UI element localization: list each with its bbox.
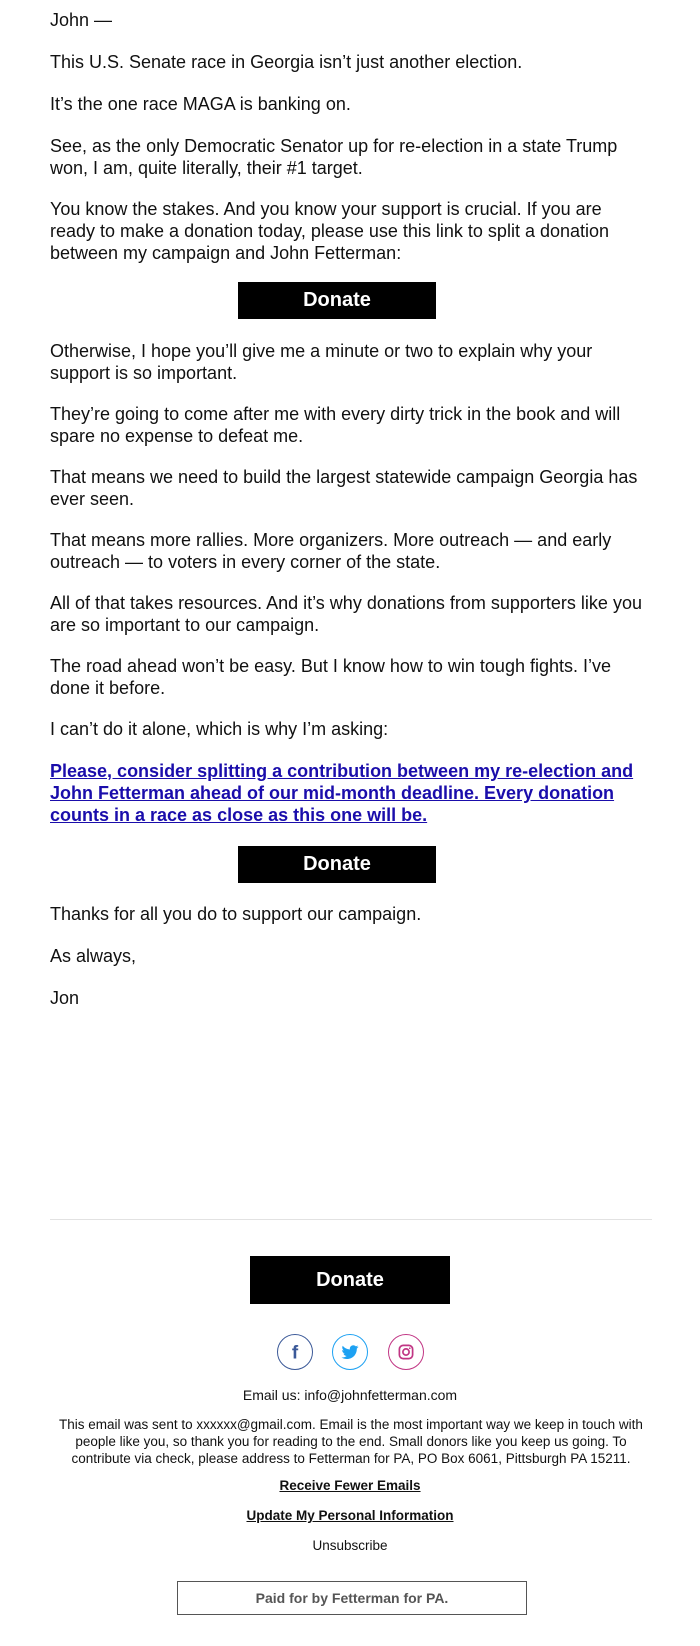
paragraph-9: All of that takes resources. And it’s why donations from supporters like you are so important to our campaign. — [50, 593, 642, 635]
footer-donate-button[interactable]: Donate — [250, 1256, 450, 1304]
paragraph-1: This U.S. Senate race in Georgia isn’t just another election. — [50, 52, 523, 72]
donate-button-2[interactable]: Donate — [238, 846, 436, 883]
paragraph-8: That means more rallies. More organizers. More outreach — and early outreach — to voters in every corner of the state. — [50, 530, 612, 572]
paragraph-4: You know the stakes. And you know your support is crucial. If you are ready to make a donation today, please use this link to split a donation between my campaign and John Fetterman: — [50, 199, 610, 263]
paragraph-10: The road ahead won’t be easy. But I know how to win tough fights. I’ve done it before. — [50, 656, 611, 698]
paragraph-6: They’re going to come after me with every dirty trick in the book and will spare no expense to defeat me. — [50, 404, 621, 446]
paragraph-5: Otherwise, I hope you’ll give me a minute or two to explain why your support is so important. — [50, 341, 593, 383]
closing-sign-off: As always, — [50, 946, 137, 966]
instagram-link[interactable] — [388, 1334, 424, 1370]
email-us-line: Email us: info@johnfetterman.com — [242, 1387, 458, 1403]
paragraph-7: That means we need to build the largest statewide campaign Georgia has ever seen. — [50, 467, 638, 509]
paragraph-3: See, as the only Democratic Senator up for re-election in a state Trump won, I am, quite literally, their #1 target. — [50, 136, 618, 178]
paid-for-disclaimer: Paid for by Fetterman for PA. — [177, 1581, 527, 1615]
footer-disclaimer: This email was sent to xxxxxx@gmail.com. Email is the most important way we keep in touch with people like you, so thank you for reading to the end. Small donors like you keep us going. To contribute via check, please address to Fetterman for PA, PO Box 6061, Pittsburgh PA 15211. — [59, 1417, 643, 1466]
receive-fewer-emails-link[interactable]: Receive Fewer Emails — [279, 1478, 421, 1493]
facebook-icon — [278, 1334, 312, 1370]
twitter-link[interactable] — [332, 1334, 368, 1370]
paragraph-2: It’s the one race MAGA is banking on. — [50, 94, 351, 114]
greeting: John — — [50, 10, 113, 30]
footer-divider — [50, 1219, 652, 1220]
svg-text:f: f — [291, 1342, 299, 1364]
instagram-icon — [389, 1334, 423, 1370]
update-personal-info-link[interactable]: Update My Personal Information — [246, 1508, 454, 1523]
closing-thanks: Thanks for all you do to support our campaign. — [50, 904, 422, 924]
paragraph-11: I can’t do it alone, which is why I’m asking: — [50, 719, 389, 739]
unsubscribe-link[interactable]: Unsubscribe — [312, 1538, 388, 1553]
twitter-icon — [333, 1334, 367, 1370]
contribution-link[interactable]: Please, consider splitting a contribution between my re-election and John Fetterman ahead of our mid-month deadline. Every donation counts in a race as close as this one will be. — [50, 761, 634, 825]
facebook-link[interactable] — [277, 1334, 313, 1370]
signature: Jon — [50, 988, 80, 1008]
donate-button-1[interactable]: Donate — [238, 282, 436, 319]
